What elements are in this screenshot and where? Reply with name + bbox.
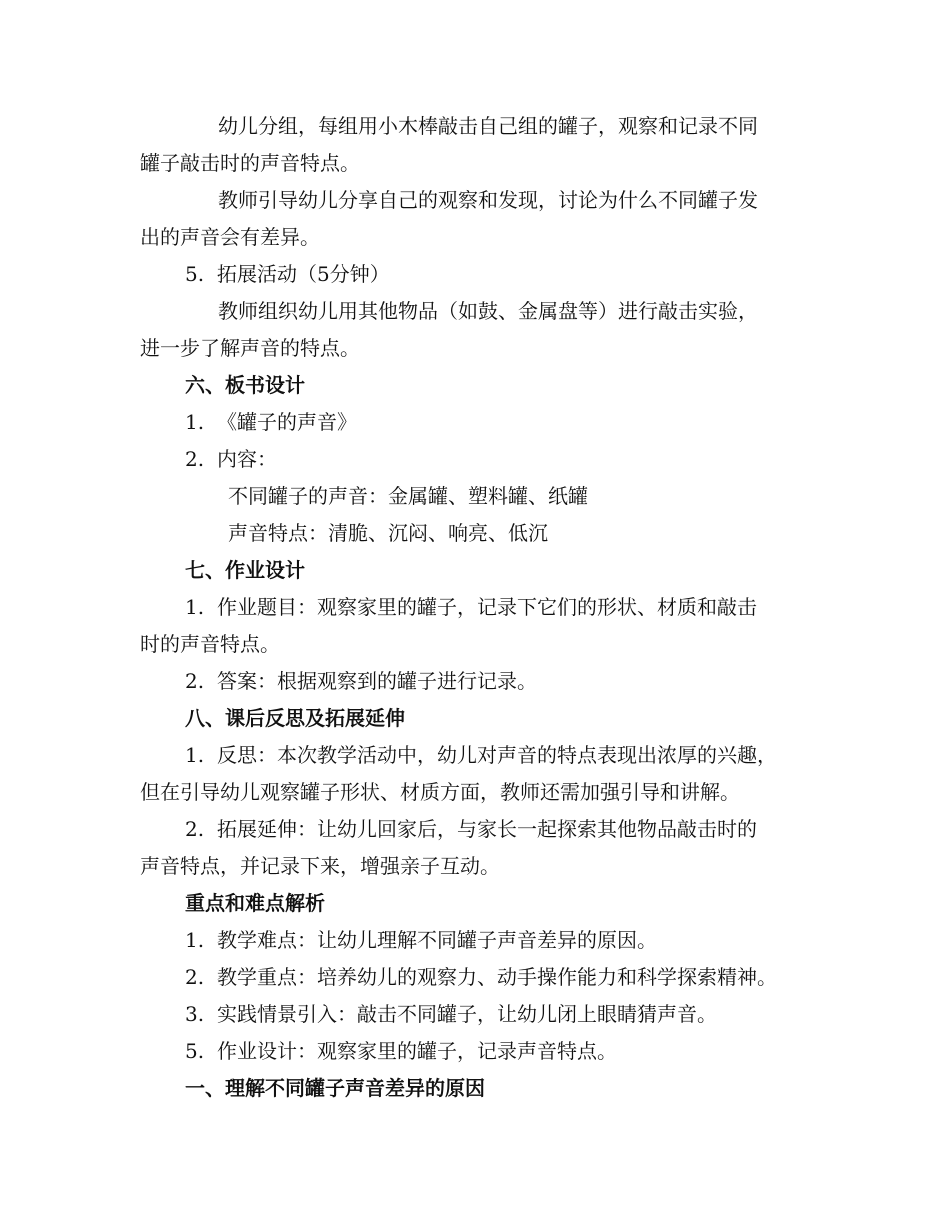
paragraph-line bbox=[140, 293, 810, 330]
line-text: 教学难点：让幼儿理解不同罐子声音差异的原因。 bbox=[217, 928, 657, 952]
list-number: 3. bbox=[185, 1002, 205, 1026]
list-number: 1. bbox=[185, 928, 205, 952]
line-text: 答案：根据观察到的罐子进行记录。 bbox=[217, 669, 537, 693]
list-item bbox=[140, 811, 810, 848]
paragraph-line bbox=[140, 182, 810, 219]
line-text: 幼儿分组，每组用小木棒敲击自己组的罐子，观察和记录不同 bbox=[218, 114, 758, 138]
line-text: 罐子敲击时的声音特点。 bbox=[140, 151, 360, 175]
list-item bbox=[140, 441, 810, 478]
line-text: 声音特点，并记录下来，增强亲子互动。 bbox=[140, 854, 500, 878]
list-item bbox=[140, 737, 810, 774]
line-text: 实践情景引入：敲击不同罐子，让幼儿闭上眼睛猜声音。 bbox=[217, 1002, 717, 1026]
list-number: 1. bbox=[185, 743, 205, 767]
paragraph-line bbox=[140, 848, 810, 885]
list-item bbox=[140, 959, 810, 996]
paragraph-line bbox=[140, 330, 810, 367]
line-text: 作业题目：观察家里的罐子，记录下它们的形状、材质和敲击 bbox=[217, 595, 757, 619]
list-item bbox=[140, 256, 810, 293]
line-text: 拓展延伸：让幼儿回家后，与家长一起探索其他物品敲击时的 bbox=[217, 817, 757, 841]
list-number: 1. bbox=[185, 595, 205, 619]
section-heading bbox=[140, 885, 810, 922]
list-item bbox=[140, 996, 810, 1033]
paragraph-line bbox=[140, 626, 810, 663]
section-heading bbox=[140, 367, 810, 404]
heading-text: 一、理解不同罐子声音差异的原因 bbox=[185, 1076, 485, 1100]
line-text: 教师引导幼儿分享自己的观察和发现，讨论为什么不同罐子发 bbox=[218, 188, 758, 212]
line-text: 教学重点：培养幼儿的观察力、动手操作能力和科学探索精神。 bbox=[217, 965, 777, 989]
paragraph-line bbox=[140, 515, 810, 552]
line-text: 内容： bbox=[217, 447, 277, 471]
list-item bbox=[140, 589, 810, 626]
heading-text: 重点和难点解析 bbox=[185, 891, 325, 915]
list-item bbox=[140, 1033, 810, 1070]
document-page bbox=[140, 108, 810, 1107]
line-text: 出的声音会有差异。 bbox=[140, 225, 320, 249]
line-text: 作业设计：观察家里的罐子，记录声音特点。 bbox=[217, 1039, 617, 1063]
paragraph-line bbox=[140, 145, 810, 182]
paragraph-line bbox=[140, 219, 810, 256]
list-number: 5. bbox=[185, 262, 205, 286]
list-number: 2. bbox=[185, 965, 205, 989]
heading-text: 七、作业设计 bbox=[185, 558, 305, 582]
list-item bbox=[140, 404, 810, 441]
list-item bbox=[140, 922, 810, 959]
list-number: 5. bbox=[185, 1039, 205, 1063]
heading-text: 六、板书设计 bbox=[185, 373, 305, 397]
list-number: 2. bbox=[185, 669, 205, 693]
list-item bbox=[140, 663, 810, 700]
section-heading bbox=[140, 700, 810, 737]
line-text: 声音特点：清脆、沉闷、响亮、低沉 bbox=[228, 521, 548, 545]
paragraph-line bbox=[140, 478, 810, 515]
heading-text: 八、课后反思及拓展延伸 bbox=[185, 706, 405, 730]
line-text: 但在引导幼儿观察罐子形状、材质方面，教师还需加强引导和讲解。 bbox=[140, 780, 740, 804]
paragraph-line bbox=[140, 108, 810, 145]
line-text: 《罐子的声音》 bbox=[217, 410, 357, 434]
list-number: 2. bbox=[185, 817, 205, 841]
paragraph-line bbox=[140, 774, 810, 811]
line-text: 拓展活动（5分钟） bbox=[217, 262, 390, 286]
line-text: 时的声音特点。 bbox=[140, 632, 280, 656]
line-text: 不同罐子的声音：金属罐、塑料罐、纸罐 bbox=[228, 484, 588, 508]
line-text: 进一步了解声音的特点。 bbox=[140, 336, 360, 360]
section-heading bbox=[140, 1070, 810, 1107]
section-heading bbox=[140, 552, 810, 589]
list-number: 1. bbox=[185, 410, 205, 434]
line-text: 反思：本次教学活动中，幼儿对声音的特点表现出浓厚的兴趣， bbox=[217, 743, 777, 767]
list-number: 2. bbox=[185, 447, 205, 471]
line-text: 教师组织幼儿用其他物品（如鼓、金属盘等）进行敲击实验， bbox=[218, 299, 758, 323]
